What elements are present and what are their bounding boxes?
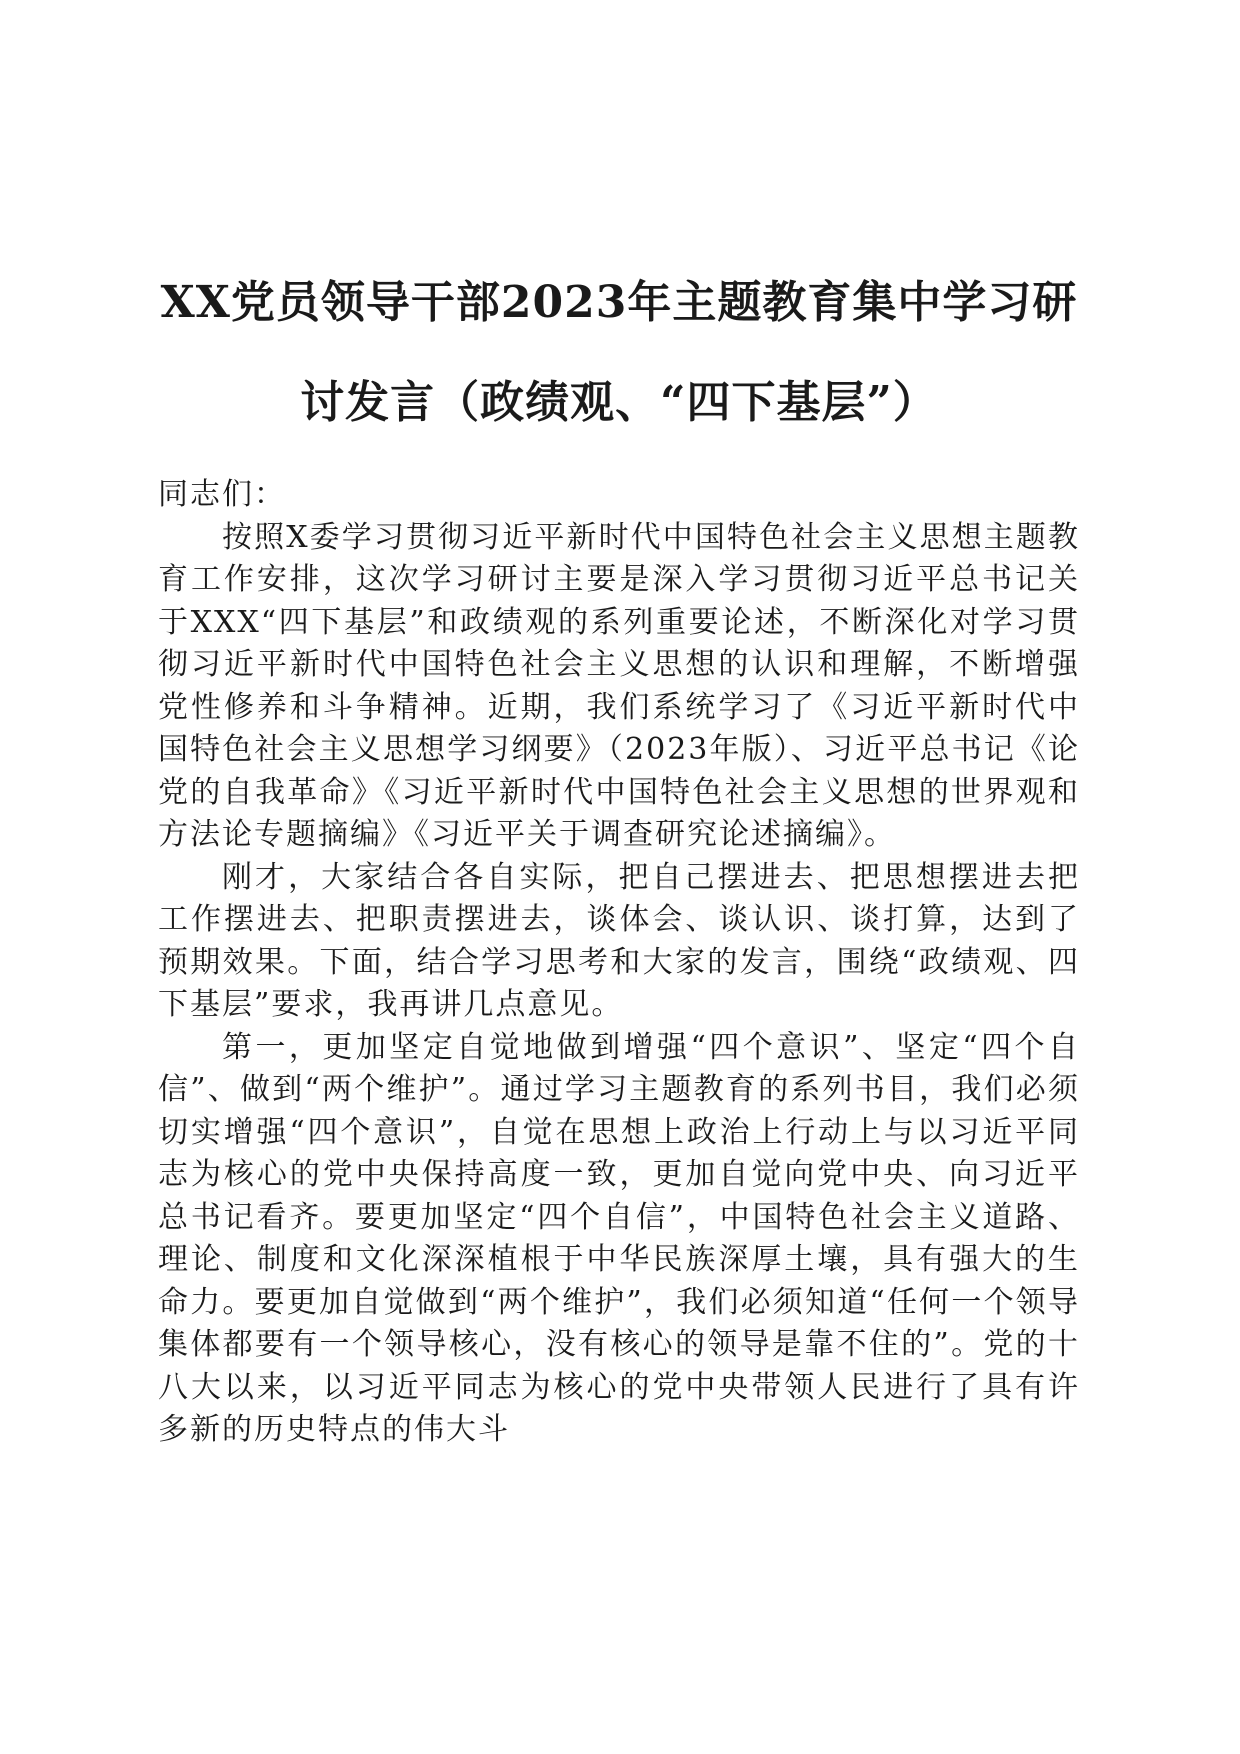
- document-body: [158, 474, 1080, 1452]
- document-title: [158, 253, 1080, 453]
- title-line-1: XX党员领导干部2023年主题教育集中学习研: [160, 277, 1078, 328]
- paragraph-2: 刚才，大家结合各自实际，把自己摆进去、把思想摆进去把工作摆进去、把职责摆进去，谈体会、谈认识、谈打算，达到了预期效果。下面，结合学习思考和大家的发言，围绕“政绩观、四下基层”要求，我再讲几点意见。: [158, 859, 1080, 1022]
- paragraph-1: 按照X委学习贯彻习近平新时代中国特色社会主义思想主题教育工作安排，这次学习研讨主要是深入学习贯彻习近平总书记关于XXX“四下基层”和政绩观的系列重要论述，不断深化对学习贯彻习近平新时代中国特色社会主义思想的认识和理解，不断增强党性修养和斗争精神。近期，我们系统学习了《习近平新时代中国特色社会主义思想学习纲要》（2023年版）、习近平总书记《论党的自我革命》《习近平新时代中国特色社会主义思想的世界观和方法论专题摘编》《习近平关于调查研究论述摘编》。: [158, 519, 1080, 852]
- document-page: [158, 0, 1080, 1754]
- salutation: 同志们：: [158, 477, 286, 512]
- title-line-2: 讨发言（政绩观、“四下基层”）: [300, 377, 938, 428]
- paragraph-3: 第一，更加坚定自觉地做到增强“四个意识”、坚定“四个自信”、做到“两个维护”。通过学习主题教育的系列书目，我们必须切实增强“四个意识”，自觉在思想上政治上行动上与以习近平同志为核心的党中央保持高度一致，更加自觉向党中央、向习近平总书记看齐。要更加坚定“四个自信”，中国特色社会主义道路、理论、制度和文化深深植根于中华民族深厚土壤，具有强大的生命力。要更加自觉做到“两个维护”，我们必须知道“任何一个领导集体都要有一个领导核心，没有核心的领导是靠不住的”。党的十八大以来，以习近平同志为核心的党中央带领人民进行了具有许多新的历史特点的伟大斗: [158, 1029, 1080, 1447]
